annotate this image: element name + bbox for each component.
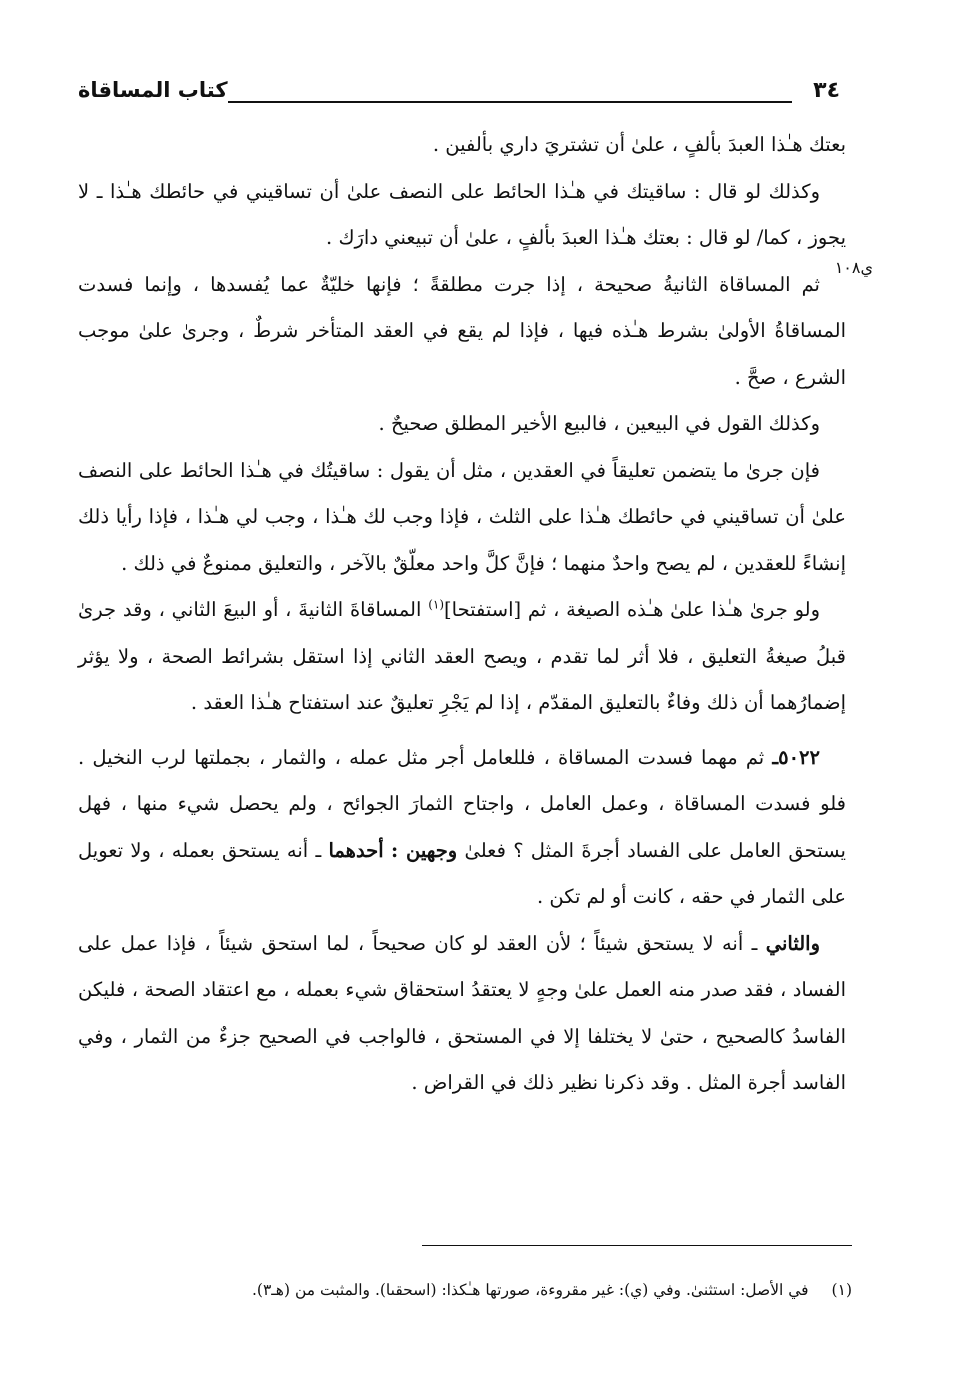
- paragraph: وكذلك القول في البيعين ، فالبيع الأخير المطلق صحيحٌ .: [378, 412, 820, 435]
- header-rule: [228, 101, 792, 103]
- section-paragraph: [78, 735, 846, 921]
- paragraph-text: ـ أنه لا يستحق شيئاً ؛ لأن العقد لو كان صحيحاً ، لما استحق شيئاً ، فإذا عمل على الفساد ، فقد صدر منه العمل علىٰ وجهٍ لا يعتقدُ استحقاق شيء بعمله ، مع اعتقاد الصحة ، فليكن الفاسدُ كالصحيح ، حتىٰ لا يختلفا إلا في المستحق ، فالواجب في الصحيح جزءٌ من الثمار ، وفي الفاسد أجرة المثل . وقد ذكرنا نظير ذلك في القراض .: [78, 931, 846, 1094]
- paragraph: ثم المساقاة الثانيةُ صحيحة ، إذا جرت مطلقةً ؛ فإنها خليّةٌ عما يُفسدها ، وإنما فسدت المساقاةُ الأولىٰ بشرط هـٰذه فيها ، فإذا لم يقع في العقد المتأخر شرطٌ ، وجرىٰ علىٰ موجب الشرع ، صحَّ .: [78, 272, 846, 389]
- margin-folio-note: ي١٠٨: [834, 258, 873, 277]
- paragraph: فإن جرىٰ ما يتضمن تعليقاً في العقدين ، مثل أن يقول : ساقيتُك في هـٰذا الحائط على النصف علىٰ أن تساقيني في حائطك هـٰذا على الثلث ، فإذا وجب لك هـٰذا ، وجب لي هـٰذا ، فإذا رأيا ذلك إنشاءً للعقدين ، لم يصح واحدٌ منهما ؛ فإنَّ كلَّ واحد معلّقٌ بالآخر ، والتعليق ممنوعٌ في ذلك .: [78, 458, 846, 575]
- footnote-marker: (١): [428, 597, 445, 612]
- footnote-text: في الأصل: استثنىٰ. وفي (ي): غير مقروءة، صورتها هـٰكذا: (اسحقىا). والمثبت من (هـ٣).: [251, 1281, 809, 1299]
- footnote-number: (١): [831, 1281, 852, 1299]
- second-view-paragraph: [78, 921, 846, 1107]
- first-view-label: أحدهما: [328, 838, 384, 862]
- paragraph-text: ولو جرىٰ هـٰذا علىٰ هـٰذه الصيغة ، ثم [استفتحا]: [444, 598, 821, 621]
- section-number: ٥٠٢٢ـ: [772, 745, 820, 769]
- footnote-rule: [422, 1245, 852, 1246]
- paragraph: بعتك هـٰذا العبدَ بألفٍ ، علىٰ أن تشتريَ داري بألفين .: [432, 133, 846, 156]
- running-header: [78, 78, 840, 112]
- main-text: [78, 122, 846, 1107]
- paragraph-with-footnote: [78, 587, 846, 727]
- paragraph-text: المساقاةَ الثانيةَ ، أو البيعَ الثاني ، وقد جرىٰ قبلُ صيغةُ التعليق ، فلا أثر لما تقدم ، ويصح العقد الثاني إذا استقل بشرائط الصحة ، ولا يؤثر إضمارُهما أن ذلك وفاءٌ بالتعليق المقدّم ، إذا لم يَجْرِ تعليقٌ عند استفتاح هـٰذا العقد .: [78, 598, 846, 714]
- running-title: كتاب المساقاة: [78, 78, 228, 102]
- paragraph-text: ـ أنه يستحق بعمله ، ولا تعويل على الثمار في حقه ، كانت أو لم تكن .: [78, 838, 846, 908]
- two-views-label: وجهين :: [390, 838, 458, 862]
- paragraph: وكذلك لو قال : ساقيتك في هـٰذا الحائط على النصف علىٰ أن تساقيني في حائطك هـٰذا ـ لا يجوز ، كما/ لو قال : بعتك هـٰذا العبدَ بألفٍ ، علىٰ أن تبيعني دارَك .: [78, 179, 846, 249]
- page-number: ٣٤: [813, 78, 840, 103]
- footnote: [90, 1278, 852, 1302]
- paragraph-text: ثم مهما فسدت المساقاة ، فللعامل أجر مثل عمله ، والثمار ، بجملتها لرب النخيل . فلو فسدت المساقاة ، وعمل العامل ، واجتاح الثمارَ الجوائح ، ولم يحصل شيء منها ، فهل يستحق العامل على الفساد أجرةَ المثل ؟ فعلىٰ: [78, 745, 846, 862]
- second-view-label: والثاني: [765, 931, 820, 955]
